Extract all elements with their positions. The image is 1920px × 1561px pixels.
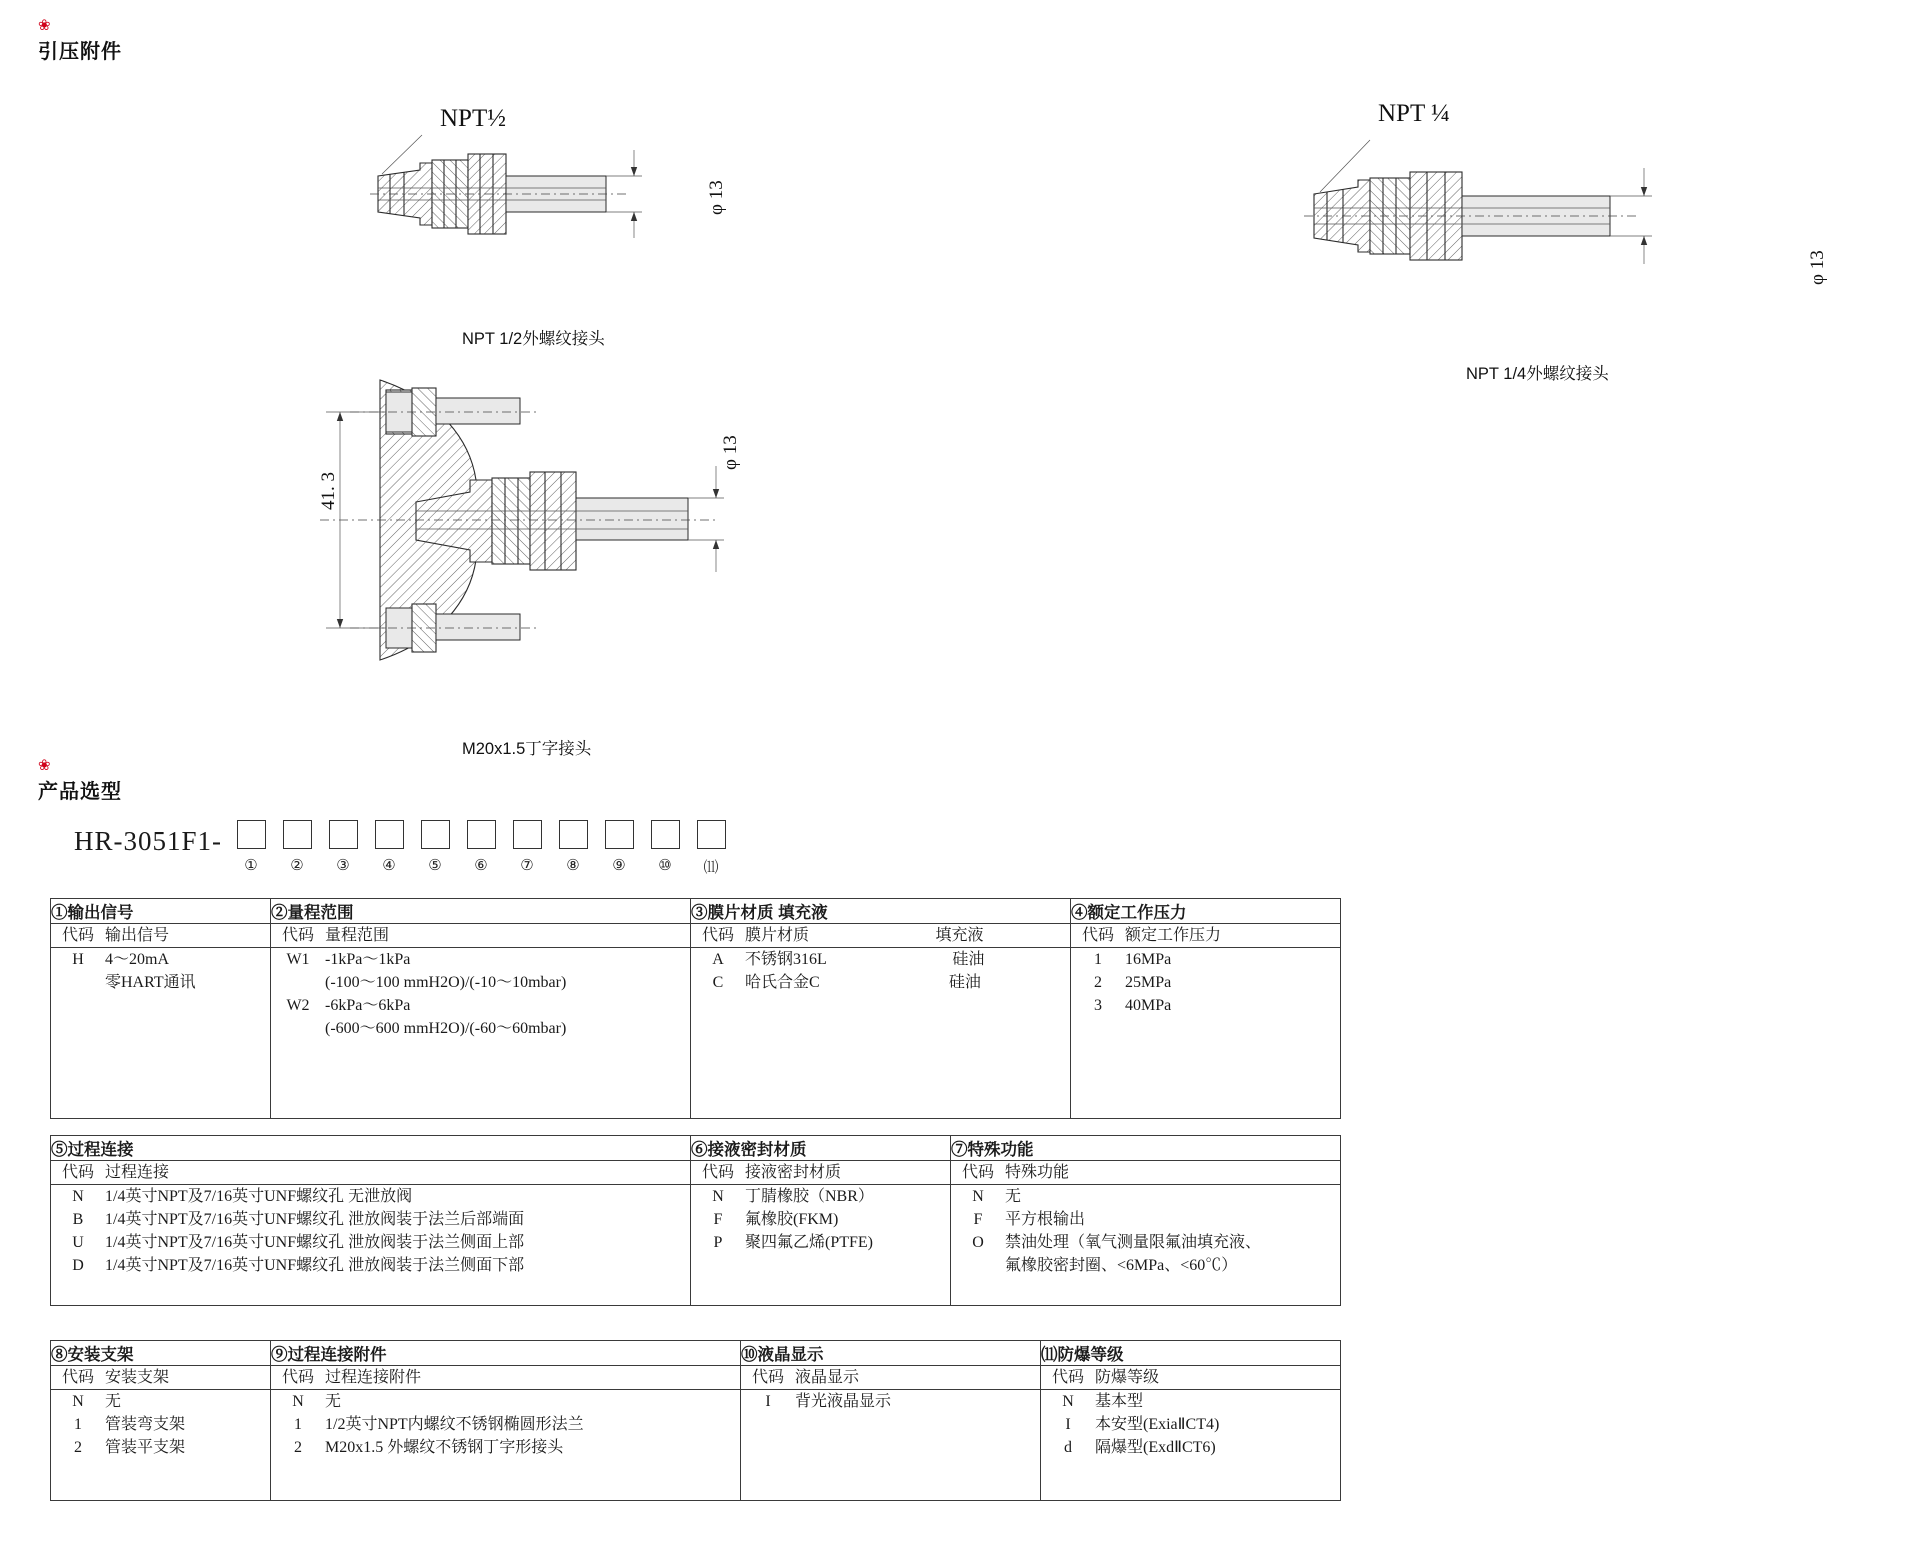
head-code-11: 代码 bbox=[1051, 1369, 1084, 1386]
drawing-npt-quarter bbox=[1300, 170, 1770, 350]
m20-dim-phi13: φ 13 bbox=[720, 435, 741, 470]
head-value-10: 液晶显示 bbox=[795, 1369, 860, 1386]
model-box-11[interactable] bbox=[688, 820, 734, 877]
option-code: N bbox=[712, 1188, 724, 1205]
head-value-11: 防爆等级 bbox=[1095, 1369, 1160, 1386]
model-box-3[interactable] bbox=[320, 820, 366, 877]
head-value-1: 输出信号 bbox=[105, 927, 170, 944]
option-value: 4～20mA bbox=[105, 951, 170, 968]
option-value: 氟橡胶密封圈、<6MPa、<60℃） bbox=[1005, 1257, 1238, 1274]
group-body-row-3 bbox=[51, 1390, 1341, 1501]
option-value: 本安型(ExiaⅡCT4) bbox=[1095, 1416, 1220, 1433]
option-row bbox=[951, 1254, 1340, 1277]
option-row[interactable] bbox=[271, 1413, 740, 1436]
option-code: W1 bbox=[286, 951, 310, 968]
group-head-1 bbox=[51, 924, 271, 948]
option-row bbox=[271, 971, 690, 994]
option-value: 零HART通讯 bbox=[105, 974, 196, 991]
group-header-row-3 bbox=[51, 1366, 1341, 1390]
option-value: 平方根输出 bbox=[1005, 1211, 1086, 1228]
selection-table-block-2 bbox=[50, 1135, 1341, 1306]
model-box-num-11: ⑾ bbox=[703, 860, 719, 876]
head-value-7: 特殊功能 bbox=[1005, 1164, 1070, 1181]
model-box-input-3[interactable] bbox=[329, 820, 358, 849]
npt-quarter-dim-phi13: φ 13 bbox=[1807, 250, 1828, 285]
head-code-2: 代码 bbox=[281, 927, 314, 944]
option-row[interactable] bbox=[51, 1231, 690, 1254]
group-head-7 bbox=[951, 1161, 1341, 1185]
option-value2: 硅油 bbox=[952, 951, 985, 968]
group-body-10 bbox=[741, 1390, 1041, 1501]
group-body-9 bbox=[271, 1390, 741, 1501]
model-box-num-5: ⑤ bbox=[428, 858, 442, 874]
group-head-2 bbox=[271, 924, 691, 948]
group-body-11 bbox=[1041, 1390, 1341, 1501]
model-box-1[interactable] bbox=[228, 820, 274, 877]
group-body-5 bbox=[51, 1185, 691, 1306]
option-code: 1 bbox=[74, 1416, 82, 1433]
model-code-boxes bbox=[228, 820, 734, 877]
group-title-row-1 bbox=[51, 899, 1341, 924]
group-title-7: ⑦特殊功能 bbox=[951, 1136, 1341, 1161]
option-code bbox=[271, 971, 325, 994]
group-head-11 bbox=[1041, 1366, 1341, 1390]
option-value2: 硅油 bbox=[948, 974, 981, 991]
option-code: N bbox=[72, 1393, 84, 1410]
group-body-3 bbox=[691, 948, 1071, 1119]
selection-table-block-3 bbox=[50, 1340, 1341, 1501]
option-code: 2 bbox=[294, 1439, 302, 1456]
option-row[interactable] bbox=[51, 1185, 690, 1208]
model-box-num-7: ⑦ bbox=[520, 858, 534, 874]
option-value: 背光液晶显示 bbox=[795, 1393, 892, 1410]
model-box-num-1: ① bbox=[244, 858, 258, 874]
section-header-selection bbox=[38, 760, 122, 804]
option-value: 氟橡胶(FKM) bbox=[745, 1211, 839, 1228]
option-value: (-100～100 mmH2O)/(-10～10mbar) bbox=[325, 974, 567, 991]
option-code: C bbox=[712, 974, 724, 991]
option-value: 基本型 bbox=[1095, 1393, 1144, 1410]
option-value: (-600～600 mmH2O)/(-60～60mbar) bbox=[325, 1020, 567, 1037]
model-box-7[interactable] bbox=[504, 820, 550, 877]
option-code: F bbox=[713, 1211, 723, 1228]
section-header-accessories bbox=[38, 20, 122, 64]
model-code-prefix: HR-3051F1- bbox=[74, 826, 223, 856]
option-row[interactable] bbox=[1041, 1436, 1340, 1459]
option-code: d bbox=[1064, 1439, 1072, 1456]
head-value-4: 额定工作压力 bbox=[1125, 927, 1222, 944]
head-code-5: 代码 bbox=[61, 1164, 94, 1181]
option-code: U bbox=[72, 1234, 84, 1251]
option-row[interactable] bbox=[271, 948, 690, 971]
option-row[interactable] bbox=[51, 1390, 270, 1413]
option-code bbox=[951, 1254, 1005, 1277]
m20-tee-caption: M20x1.5丁字接头 bbox=[462, 740, 592, 758]
head-code-7: 代码 bbox=[961, 1164, 994, 1181]
option-value: 1/4英寸NPT及7/16英寸UNF螺纹孔 泄放阀装于法兰侧面下部 bbox=[105, 1257, 525, 1274]
option-row[interactable] bbox=[691, 1231, 950, 1254]
group-title-9: ⑨过程连接附件 bbox=[271, 1341, 741, 1366]
group-title-10: ⑩液晶显示 bbox=[741, 1341, 1041, 1366]
group-head-4 bbox=[1071, 924, 1341, 948]
option-code: 2 bbox=[1094, 974, 1102, 991]
model-box-input-2[interactable] bbox=[283, 820, 312, 849]
model-box-input-7[interactable] bbox=[513, 820, 542, 849]
group-header-row-2 bbox=[51, 1161, 1341, 1185]
model-box-2[interactable] bbox=[274, 820, 320, 877]
option-row[interactable] bbox=[691, 1208, 950, 1231]
model-box-num-8: ⑧ bbox=[566, 858, 580, 874]
drawing-npt-half bbox=[370, 130, 790, 310]
option-code bbox=[51, 971, 105, 994]
option-row[interactable] bbox=[51, 1436, 270, 1459]
head-code-4: 代码 bbox=[1081, 927, 1114, 944]
option-row[interactable] bbox=[1071, 994, 1340, 1017]
option-value: 40MPa bbox=[1125, 997, 1172, 1014]
option-row bbox=[271, 1017, 690, 1040]
model-box-num-9: ⑨ bbox=[612, 858, 626, 874]
option-value: 无 bbox=[105, 1393, 122, 1410]
selection-table-block-1 bbox=[50, 898, 1341, 1119]
m20-dim-413: 41. 3 bbox=[318, 472, 339, 510]
option-row[interactable] bbox=[691, 1185, 950, 1208]
group-body-4 bbox=[1071, 948, 1341, 1119]
option-code: F bbox=[973, 1211, 983, 1228]
option-code bbox=[271, 1017, 325, 1040]
model-box-4[interactable] bbox=[366, 820, 412, 877]
group-body-row-1 bbox=[51, 948, 1341, 1119]
option-code: N bbox=[1062, 1393, 1074, 1410]
option-code: I bbox=[765, 1393, 771, 1410]
option-row[interactable] bbox=[271, 1436, 740, 1459]
option-code: B bbox=[72, 1211, 84, 1228]
model-box-input-1[interactable] bbox=[237, 820, 266, 849]
head-code-8: 代码 bbox=[61, 1369, 94, 1386]
head-value-8: 安装支架 bbox=[105, 1369, 170, 1386]
option-value: 隔爆型(ExdⅡCT6) bbox=[1095, 1439, 1216, 1456]
group-title-3: ③膜片材质 填充液 bbox=[691, 899, 1071, 924]
group-title-row-2 bbox=[51, 1136, 1341, 1161]
option-value: 1/4英寸NPT及7/16英寸UNF螺纹孔 泄放阀装于法兰后部端面 bbox=[105, 1211, 525, 1228]
head-value-6: 接液密封材质 bbox=[745, 1164, 842, 1181]
option-value: 1/4英寸NPT及7/16英寸UNF螺纹孔 泄放阀装于法兰侧面上部 bbox=[105, 1234, 525, 1251]
option-value: -6kPa～6kPa bbox=[325, 997, 411, 1014]
model-box-6[interactable] bbox=[458, 820, 504, 877]
option-row[interactable] bbox=[1071, 971, 1340, 994]
head-code-6: 代码 bbox=[701, 1164, 734, 1181]
group-body-8 bbox=[51, 1390, 271, 1501]
group-title-8: ⑧安装支架 bbox=[51, 1341, 271, 1366]
model-box-input-10[interactable] bbox=[651, 820, 680, 849]
group-title-row-3 bbox=[51, 1341, 1341, 1366]
option-value: 不锈钢316L bbox=[745, 951, 827, 968]
model-box-9[interactable] bbox=[596, 820, 642, 877]
model-box-input-8[interactable] bbox=[559, 820, 588, 849]
option-code: N bbox=[292, 1393, 304, 1410]
option-row[interactable] bbox=[51, 948, 270, 971]
flower-marker-icon-2: ❀ bbox=[38, 758, 51, 774]
head-value-2: 量程范围 bbox=[325, 927, 390, 944]
option-code: A bbox=[712, 951, 724, 968]
option-code: H bbox=[72, 951, 84, 968]
option-value: 1/4英寸NPT及7/16英寸UNF螺纹孔 无泄放阀 bbox=[105, 1188, 413, 1205]
option-value: 25MPa bbox=[1125, 974, 1172, 991]
option-row[interactable] bbox=[271, 994, 690, 1017]
head-value2-3: 填充液 bbox=[935, 927, 984, 944]
option-value: 管装平支架 bbox=[105, 1439, 186, 1456]
model-box-input-11[interactable] bbox=[697, 820, 726, 849]
model-box-input-6[interactable] bbox=[467, 820, 496, 849]
option-value: 无 bbox=[325, 1393, 342, 1410]
group-head-8 bbox=[51, 1366, 271, 1390]
group-body-7 bbox=[951, 1185, 1341, 1306]
option-code: I bbox=[1065, 1416, 1071, 1433]
option-row[interactable] bbox=[741, 1390, 1040, 1413]
group-body-2 bbox=[271, 948, 691, 1119]
model-box-num-6: ⑥ bbox=[474, 858, 488, 874]
npt-quarter-caption: NPT 1/4外螺纹接头 bbox=[1466, 365, 1609, 383]
model-code-row bbox=[74, 820, 734, 877]
option-value: 丁腈橡胶（NBR） bbox=[745, 1188, 874, 1205]
model-box-10[interactable] bbox=[642, 820, 688, 877]
group-title-2: ②量程范围 bbox=[271, 899, 691, 924]
option-code: 1 bbox=[1094, 951, 1102, 968]
group-title-5: ⑤过程连接 bbox=[51, 1136, 691, 1161]
model-box-input-4[interactable] bbox=[375, 820, 404, 849]
head-code-3: 代码 bbox=[701, 927, 734, 944]
group-body-row-2 bbox=[51, 1185, 1341, 1306]
section-title-accessories: 引压附件 bbox=[38, 41, 122, 63]
option-value: 哈氏合金C bbox=[745, 974, 820, 991]
option-code: 2 bbox=[74, 1439, 82, 1456]
option-code: O bbox=[972, 1234, 984, 1251]
option-code: P bbox=[713, 1234, 723, 1251]
group-head-9 bbox=[271, 1366, 741, 1390]
option-code: N bbox=[972, 1188, 984, 1205]
option-row[interactable] bbox=[1041, 1413, 1340, 1436]
option-value: 16MPa bbox=[1125, 951, 1172, 968]
option-value: 无 bbox=[1005, 1188, 1022, 1205]
option-code: W2 bbox=[286, 997, 310, 1014]
group-title-6: ⑥接液密封材质 bbox=[691, 1136, 951, 1161]
model-box-num-10: ⑩ bbox=[658, 858, 672, 874]
option-code: D bbox=[72, 1257, 84, 1274]
group-body-1 bbox=[51, 948, 271, 1119]
option-code: 3 bbox=[1094, 997, 1102, 1014]
option-row[interactable] bbox=[951, 1231, 1340, 1254]
option-row[interactable] bbox=[951, 1185, 1340, 1208]
model-box-num-3: ③ bbox=[336, 858, 350, 874]
npt-quarter-lead-label: NPT ¼ bbox=[1378, 100, 1450, 127]
npt-half-caption: NPT 1/2外螺纹接头 bbox=[462, 330, 605, 348]
option-value: -1kPa～1kPa bbox=[325, 951, 411, 968]
option-value: 1/2英寸NPT内螺纹不锈钢椭圆形法兰 bbox=[325, 1416, 584, 1433]
group-body-6 bbox=[691, 1185, 951, 1306]
option-row[interactable] bbox=[51, 1208, 690, 1231]
group-head-3 bbox=[691, 924, 1071, 948]
model-box-5[interactable] bbox=[412, 820, 458, 877]
model-box-num-4: ④ bbox=[382, 858, 396, 874]
option-row[interactable] bbox=[691, 948, 1070, 971]
npt-half-lead-label: NPT½ bbox=[440, 105, 506, 132]
model-box-input-5[interactable] bbox=[421, 820, 450, 849]
head-value-5: 过程连接 bbox=[105, 1164, 170, 1181]
option-row[interactable] bbox=[1071, 948, 1340, 971]
group-title-11: ⑾防爆等级 bbox=[1041, 1341, 1341, 1366]
flower-marker-icon: ❀ bbox=[38, 18, 51, 34]
group-title-1: ①输出信号 bbox=[51, 899, 271, 924]
option-row bbox=[51, 971, 270, 994]
group-title-4: ④额定工作压力 bbox=[1071, 899, 1341, 924]
option-row[interactable] bbox=[51, 1413, 270, 1436]
head-value-3: 膜片材质 bbox=[745, 927, 810, 944]
option-row[interactable] bbox=[951, 1208, 1340, 1231]
option-row[interactable] bbox=[51, 1254, 690, 1277]
option-value: 禁油处理（氧气测量限氟油填充液、 bbox=[1005, 1234, 1262, 1251]
option-value: 管装弯支架 bbox=[105, 1416, 186, 1433]
option-value: 聚四氟乙烯(PTFE) bbox=[745, 1234, 874, 1251]
head-code-9: 代码 bbox=[281, 1369, 314, 1386]
group-head-5 bbox=[51, 1161, 691, 1185]
head-code-10: 代码 bbox=[751, 1369, 784, 1386]
npt-half-dim-phi13: φ 13 bbox=[706, 180, 727, 215]
model-box-input-9[interactable] bbox=[605, 820, 634, 849]
option-code: 1 bbox=[294, 1416, 302, 1433]
model-box-num-2: ② bbox=[290, 858, 304, 874]
option-row[interactable] bbox=[691, 971, 1070, 994]
group-head-10 bbox=[741, 1366, 1041, 1390]
group-head-6 bbox=[691, 1161, 951, 1185]
option-value: M20x1.5 外螺纹不锈钢丁字形接头 bbox=[325, 1439, 564, 1456]
option-row[interactable] bbox=[271, 1390, 740, 1413]
option-row[interactable] bbox=[1041, 1390, 1340, 1413]
head-code-1: 代码 bbox=[61, 927, 94, 944]
head-value-9: 过程连接附件 bbox=[325, 1369, 422, 1386]
model-box-8[interactable] bbox=[550, 820, 596, 877]
option-code: N bbox=[72, 1188, 84, 1205]
group-header-row-1 bbox=[51, 924, 1341, 948]
section-title-selection: 产品选型 bbox=[38, 781, 122, 803]
drawing-m20-tee bbox=[320, 380, 840, 710]
